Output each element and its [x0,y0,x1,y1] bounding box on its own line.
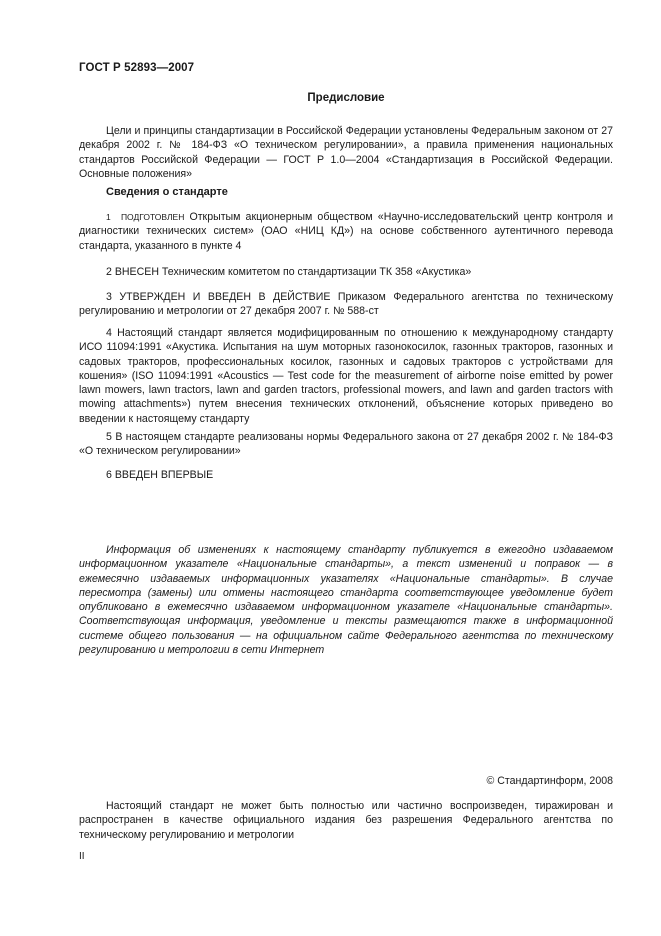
info-item-2: 2 ВНЕСЕН Техническим комитетом по стандартизации ТК 358 «Акустика» [106,266,472,278]
info-item-4: 4 Настоящий стандарт является модифицированным по отношению к международному стандарту ИСО 11094:1991 «Акустика. Испытания на шум моторных газонокосилок, газонных тракторов, газонных и садовых тракторов, профессиональных косилок, газонных и садовых тракторов с устройствами для кошения» (ISO 11094:1991 «Acoustics — Test code for the measurement of airborne noise emitted by power lawn mowers, lawn tractors, lawn and garden tractors, professional mowers, and lawn and garden tractors with mowing attachments») путем внесения технических отклонений, объяснение которых приведено во введении к настоящему стандарту [79,327,613,425]
document-code: ГОСТ Р 52893—2007 [79,62,195,74]
info-item-3: 3 УТВЕРЖДЕН И ВВЕДЕН В ДЕЙСТВИЕ Приказом Федерального агентства по техническому регулированию и метрологии от 27 декабря 2007 г. № 588-ст [79,291,613,318]
preface-title: Предисловие [307,92,385,104]
info-item-5: 5 В настоящем стандарте реализованы нормы Федерального закона от 27 декабря 2002 г. № 184-ФЗ «О техническом регулировании» [79,431,613,458]
copyright-line: © Стандартинформ, 2008 [486,775,613,787]
standard-info-heading: Сведения о стандарте [106,186,228,198]
page-number: II [79,851,85,862]
reproduction-notice: Настоящий стандарт не может быть полностью или частично воспроизведен, тиражирован и распространен в качестве официального издания без разрешения Федерального агентства по техническому регулированию и метрологии [79,800,613,841]
info-item-6: 6 ВВЕДЕН ВПЕРВЫЕ [106,469,214,481]
preface-intro: Цели и принципы стандартизации в Российской Федерации установлены Федеральным законом от 27 декабря 2002 г. № 184-ФЗ «О техническом регулировании», а правила применения национальных стандартов Российской Федерации — ГОСТ Р 1.0—2004 «Стандартизация в Российской Федерации. Основные положения» [79,125,613,180]
amendments-notice: Информация об изменениях к настоящему стандарту публикуется в ежегодно издаваемом информационном указателе «Национальные стандарты», а текст изменений и поправок — в ежемесячно издаваемых информационных указателях «Национальные стандарты». В случае пересмотра (замены) или отмены настоящего стандарта соответствующее уведомление будет опубликовано в ежемесячно издаваемом информационном указателе «Национальные стандарты». Соответствующая информация, уведомление и тексты размещаются также в информационной системе общего пользования — на официальном сайте Федерального агентства по техническому регулированию и метрологии в сети Интернет [79,544,613,657]
info-item-1-number: 1 [106,212,111,222]
info-item-1 [79,210,613,253]
info-item-1-lead: ПОДГОТОВЛЕН [120,212,185,222]
info-item-1-text: Открытым акционерным обществом «Научно-исследовательский центр контроля и диагностики технических систем» (ОАО «НИЦ КД») на основе собственного аутентичного перевода стандарта, указанного в пункте 4 [79,211,613,252]
